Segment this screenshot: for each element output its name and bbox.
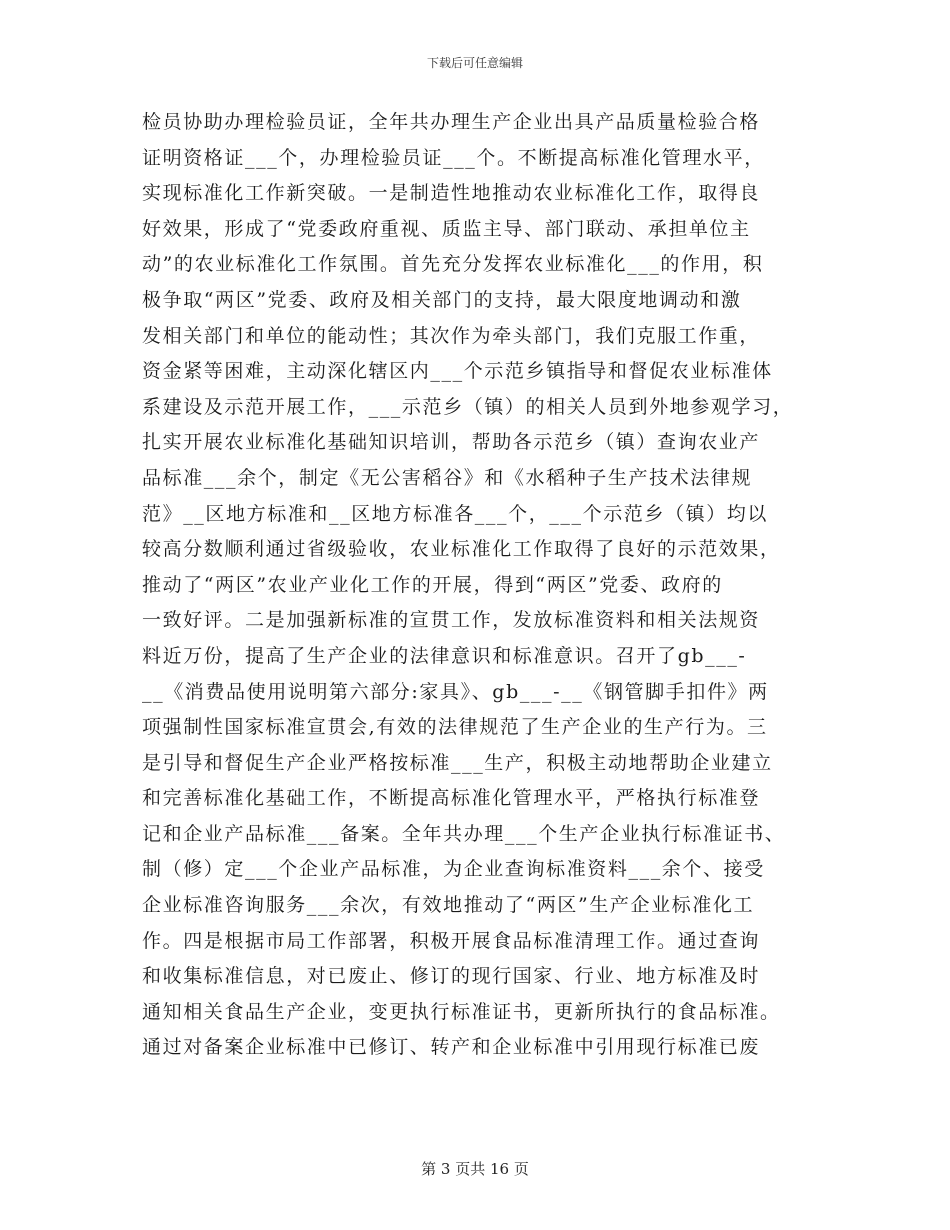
text-line: 通知相关食品生产企业，变更执行标准证书，更新所执行的食品标准。 [142,1000,781,1023]
text-line: 范》__区地方标准和__区地方标准各___个，___个示范乡（镇）均以 [142,502,769,525]
body-text [142,105,814,1066]
page-footer: 第 3 页共 16 页 [421,1160,529,1178]
text-line: 记和企业产品标准___备案。全年共办理___个生产企业执行标准证书、 [142,822,786,845]
text-line: 较高分数顺利通过省级验收，农业标准化工作取得了良好的示范效果， [142,538,781,561]
text-line: 是引导和督促生产企业严格按标准___生产，积极主动地帮助企业建立 [142,751,773,774]
text-line: 项强制性国家标准宣贯会,有效的法律规范了生产企业的生产行为。三 [142,716,768,739]
text-line: 通过对备案企业标准中已修订、转产和企业标准中引用现行标准已废 [142,1036,761,1059]
text-line: 发相关部门和单位的能动性；其次作为牵头部门，我们克服工作重， [142,324,761,347]
text-line: 资金紧等困难，主动深化辖区内___个示范乡镇指导和督促农业标准体 [142,360,773,383]
page-header: 下载后可任意编辑 [426,56,523,70]
text-line: 动”的农业标准化工作氛围。首先充分发挥农业标准化___的作用，积 [142,253,764,276]
text-line: 扎实开展农业标准化基础知识培训，帮助各示范乡（镇）查询农业产 [142,431,761,454]
text-line: 企业标准咨询服务___余次，有效地推动了“两区”生产企业标准化工 [142,894,755,917]
text-line: 系建设及示范开展工作，___示范乡（镇）的相关人员到外地参观学习， [142,395,794,418]
text-line: 和完善标准化基础工作，不断提高标准化管理水平，严格执行标准登 [142,787,761,810]
text-line: 一致好评。二是加强新标准的宣贯工作，发放标准资料和相关法规资 [142,609,761,632]
text-line: 和收集标准信息，对已废止、修订的现行国家、行业、地方标准及时 [142,965,761,988]
text-line: __《消费品使用说明第六部分:家具》、gb___-__《钢管脚手扣件》两 [142,680,769,703]
text-line: 制（修）定___个企业产品标准，为企业查询标准资料___余个、接受 [142,858,765,881]
text-line: 推动了“两区”农业产业化工作的开展，得到“两区”党委、政府的 [142,573,723,596]
text-line: 检员协助办理检验员证，全年共办理生产企业出具产品质量检验合格 [142,111,761,133]
text-line: 作。四是根据市局工作部署，积极开展食品标准清理工作。通过查询 [142,929,761,952]
text-line: 极争取“两区”党委、政府及相关部门的支持，最大限度地调动和激 [142,288,742,311]
text-line: 证明资格证___个，办理检验员证___个。不断提高标准化管理水平， [142,146,765,169]
text-line: 实现标准化工作新突破。一是制造性地推动农业标准化工作，取得良 [142,182,761,205]
text-line: 品标准___余个，制定《无公害稻谷》和《水稻种子生产技术法律规 [142,466,753,489]
text-line: 好效果，形成了“党委政府重视、质监主导、部门联动、承担单位主 [142,217,751,240]
text-line: 料近万份，提高了生产企业的法律意识和标准意识。召开了gb___- [142,644,747,667]
